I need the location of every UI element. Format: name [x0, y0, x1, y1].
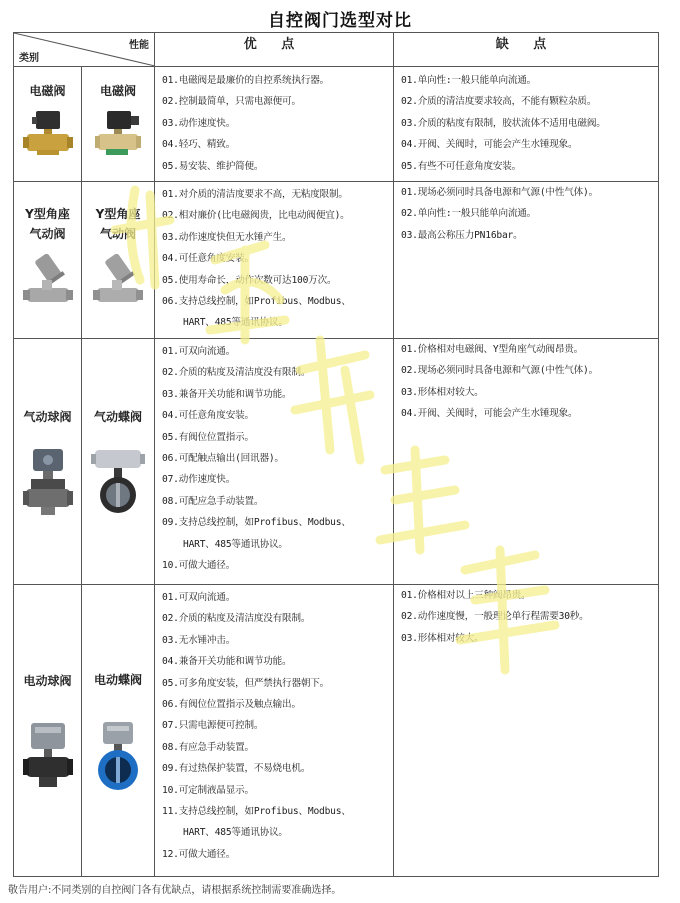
cons-item: 03.形体相对较大。 [401, 632, 484, 644]
type-name: 电磁阀 [99, 84, 136, 98]
pros-item: 02.介质的粘度及清洁度没有限制。 [162, 613, 311, 625]
cons-item: 03.最高公称压力PN16bar。 [401, 229, 523, 241]
cons-item: 04.开阀、关阀时，可能会产生水锤现象。 [401, 408, 578, 420]
pros-cell [155, 182, 394, 339]
pros-item: HART、485等通讯协议。 [183, 538, 288, 550]
type-name-line2: 气动阀 [99, 227, 136, 241]
cons-item: 01.价格相对电磁阀、Y型角座气动阀昂贵。 [401, 344, 583, 355]
cons-item: 01.单向性:一般只能单向流通。 [401, 75, 537, 86]
table-row [14, 339, 659, 585]
pros-item: 08.可配应急手动装置。 [162, 495, 264, 507]
header-cons: 缺 点 [394, 33, 659, 67]
electric-ball-valve-icon [23, 721, 73, 791]
type-cell [82, 585, 155, 877]
cons-cell [394, 339, 659, 585]
table-row [14, 182, 659, 339]
type-cell [82, 339, 155, 585]
pros-item: 04.可任意角度安装。 [162, 253, 254, 265]
pros-item: 04.可任意角度安装。 [162, 410, 254, 422]
angle-seat-valve-icon [93, 254, 143, 312]
pros-item: 07.只需电源便可控制。 [162, 720, 264, 732]
pros-item: 06.可配触点输出(回讯器)。 [162, 453, 284, 465]
type-name: 电动球阀 [23, 673, 72, 688]
cons-item: 02.单向性:一般只能单向流通。 [401, 208, 537, 220]
angle-seat-valve-icon [23, 254, 73, 312]
cons-item: 02.介质的清洁度要求较高，不能有颗粒杂质。 [401, 96, 597, 108]
comparison-table [13, 32, 659, 877]
pros-cell [155, 67, 394, 182]
type-name: 电磁阀 [29, 84, 66, 98]
pros-item: 01.对介质的清洁度要求不高，无粘度限制。 [162, 189, 348, 200]
type-cell [14, 182, 82, 339]
pros-cell [155, 585, 394, 877]
cons-item: 02.现场必须同时具备电源和气源(中性气体)。 [401, 365, 598, 377]
pros-item: 09.支持总线控制，如Profibus、Modbus、 [162, 517, 351, 529]
pneumatic-butterfly-valve-icon [91, 447, 145, 517]
pneumatic-ball-valve-icon [23, 447, 73, 517]
table-row [14, 67, 659, 182]
cons-item: 02.动作速度慢，一般理论单行程需要30秒。 [401, 611, 589, 623]
type-name-line1: Y型角座 [95, 207, 141, 221]
pros-item: 02.相对廉价(比电磁阀贵，比电动阀便宜)。 [162, 210, 350, 222]
cons-item: 04.开阀、关阀时，可能会产生水锤现象。 [401, 139, 578, 151]
pros-item: 05.使用寿命长，动作次数可达100万次。 [162, 274, 337, 286]
pros-item: 01.可双向流通。 [162, 592, 236, 603]
pros-item: 03.无水锤冲击。 [162, 634, 236, 646]
pros-item: 03.兼备开关功能和调节功能。 [162, 388, 292, 400]
pros-item: 10.可定制液晶显示。 [162, 784, 254, 796]
electric-butterfly-valve-icon [91, 720, 145, 792]
table-header-row [14, 33, 659, 67]
type-cell [82, 182, 155, 339]
pros-item: 05.可多角度安装，但严禁执行器朝下。 [162, 677, 330, 689]
page-title: 自控阀门选型对比 [268, 11, 412, 31]
pros-item: 02.控制最简单，只需电源便可。 [162, 96, 301, 108]
cons-item: 03.形体相对较大。 [401, 386, 484, 398]
header-category-label: 类别 [19, 53, 39, 64]
header-property-label: 性能 [129, 40, 149, 51]
type-name: 气动蝶阀 [93, 409, 142, 424]
cons-cell [394, 182, 659, 339]
header-pros: 优 点 [155, 33, 394, 67]
pros-item: 06.有阀位位置指示及触点输出。 [162, 699, 301, 711]
cons-item: 01.价格相对以上三种阀昂贵。 [401, 590, 531, 601]
pros-item: 01.可双向流通。 [162, 346, 236, 357]
table-row [14, 585, 659, 877]
pros-item: 12.可做大通径。 [162, 848, 236, 860]
pros-item: 06.支持总线控制，如Profibus、Modbus、 [162, 296, 351, 308]
type-cell [14, 585, 82, 877]
cons-cell [394, 67, 659, 182]
pros-item: 09.有过热保护装置，不易烧电机。 [162, 763, 311, 775]
type-name: 电动蝶阀 [93, 672, 142, 687]
pros-item: 01.电磁阀是最廉价的自控系统执行器。 [162, 75, 330, 86]
pros-item: 03.动作速度快。 [162, 117, 236, 129]
solenoid-valve-icon [23, 109, 73, 157]
type-cell [82, 67, 155, 182]
pros-item: 05.有阀位位置指示。 [162, 431, 254, 443]
type-cell [14, 67, 82, 182]
pros-cell [155, 339, 394, 585]
cons-item: 01.现场必须同时具备电源和气源(中性气体)。 [401, 187, 598, 198]
diagonal-header-cell [14, 33, 155, 67]
pros-item: 10.可做大通径。 [162, 560, 236, 572]
pros-item: 04.兼备开关功能和调节功能。 [162, 656, 292, 668]
cons-cell [394, 585, 659, 877]
pros-item: 07.动作速度快。 [162, 474, 236, 486]
type-name-line1: Y型角座 [25, 207, 70, 221]
cons-item: 05.有些不可任意角度安装。 [401, 160, 522, 172]
pros-item: 04.轻巧、精致。 [162, 139, 236, 151]
cons-item: 03.介质的粘度有限制，胶状流体不适用电磁阀。 [401, 117, 606, 129]
pros-item: 03.动作速度快但无水锤产生。 [162, 231, 292, 243]
pros-item: 08.有应急手动装置。 [162, 741, 254, 753]
solenoid-valve-icon [93, 109, 143, 157]
pros-item: 05.易安装、维护简便。 [162, 160, 264, 172]
pros-item: HART、485等通讯协议。 [183, 827, 288, 839]
pros-item: 02.介质的粘度及清洁度没有限制。 [162, 367, 311, 379]
type-name: 气动球阀 [23, 409, 72, 424]
pros-item: 11.支持总线控制，如Profibus、Modbus、 [162, 806, 351, 818]
pros-item: HART、485等通讯协议。 [183, 317, 288, 329]
type-cell [14, 339, 82, 585]
type-name-line2: 气动阀 [29, 227, 66, 241]
footer-note: 敬告用户:不同类别的自控阀门各有优缺点，请根据系统控制需要准确选择。 [8, 885, 342, 896]
